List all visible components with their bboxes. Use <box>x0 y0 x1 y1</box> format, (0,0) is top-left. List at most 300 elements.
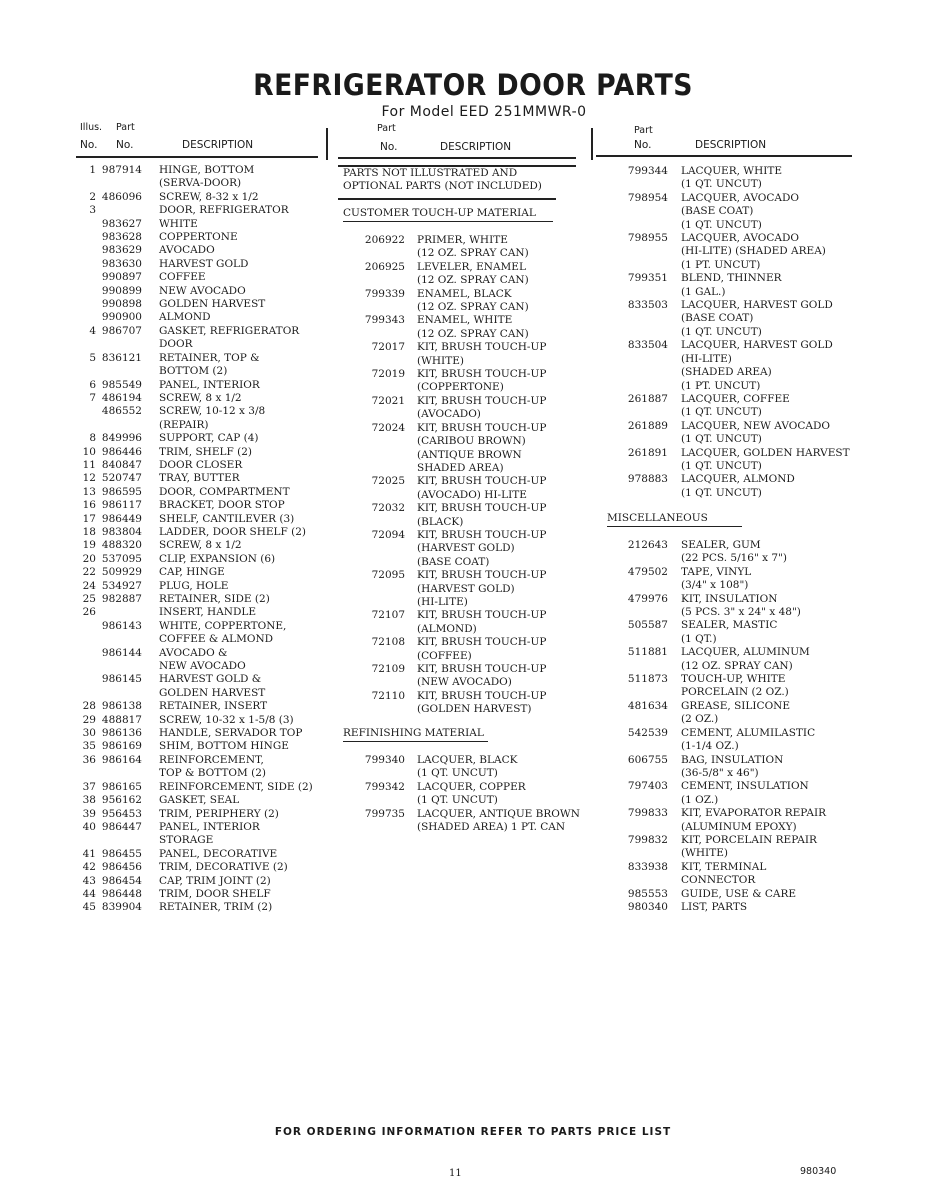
part-number: 799735 <box>364 807 405 820</box>
part-number: 990898 <box>101 298 142 311</box>
header-part-label: Part <box>377 123 396 134</box>
part-number: 799832 <box>627 833 668 846</box>
part-entry <box>595 646 850 673</box>
part-entry <box>330 314 580 341</box>
part-description: CEMENT, INSULATION (1 OZ.) <box>681 780 809 806</box>
part-number: 72021 <box>371 394 405 407</box>
parts-list-misc <box>595 539 850 914</box>
part-entry <box>70 875 320 888</box>
part-description: WHITE <box>159 217 198 230</box>
part-description: RETAINER, INSERT <box>159 700 268 713</box>
part-number: 72108 <box>371 636 405 649</box>
part-number: 511881 <box>627 646 668 659</box>
part-description: CAP, HINGE <box>159 566 225 579</box>
part-description: ALMOND <box>159 311 211 324</box>
part-number: 985549 <box>101 378 142 391</box>
part-entry <box>595 539 850 566</box>
part-description: GASKET, SEAL <box>159 794 240 807</box>
part-description: BAG, INSULATION (36-5/8" x 46") <box>681 753 784 779</box>
part-entry <box>70 647 320 674</box>
illus-number: 41 <box>82 847 96 860</box>
part-entry <box>70 848 320 861</box>
part-number: 537095 <box>101 552 142 565</box>
part-description: KIT, BRUSH TOUCH-UP (BLACK) <box>417 502 547 528</box>
part-number: 799343 <box>364 314 405 327</box>
part-number: 986117 <box>101 499 142 512</box>
header-part-no: No. <box>116 139 134 151</box>
illus-number: 17 <box>82 512 96 525</box>
header-part-label: Part <box>634 125 653 136</box>
part-number: 833503 <box>627 299 668 312</box>
part-entry <box>595 566 850 593</box>
part-entry <box>330 781 580 808</box>
part-description: PANEL, INTERIOR STORAGE <box>159 820 260 847</box>
part-number: 799342 <box>364 780 405 793</box>
part-description: TRIM, SHELF (2) <box>159 445 252 458</box>
part-description: LACQUER, ALMOND (1 QT. UNCUT) <box>681 473 795 499</box>
note-bottom-rule <box>338 198 556 200</box>
part-description: KIT, BRUSH TOUCH-UP (WHITE) <box>417 341 547 367</box>
illus-number: 7 <box>89 391 96 404</box>
page-title: REFRIGERATOR DOOR PARTS <box>253 68 693 102</box>
part-entry <box>70 258 320 271</box>
part-number: 206925 <box>364 260 405 273</box>
part-description: SCREW, 8 x 1/2 <box>159 391 242 404</box>
part-description: KIT, BRUSH TOUCH-UP (ALMOND) <box>417 609 547 635</box>
page-number: 11 <box>449 1168 462 1179</box>
part-entry <box>330 636 580 663</box>
column-divider <box>326 128 328 160</box>
part-entry <box>70 740 320 753</box>
illus-number: 4 <box>89 324 96 337</box>
part-entry <box>70 459 320 472</box>
part-description: AVOCADO & NEW AVOCADO <box>159 646 246 673</box>
part-description: NEW AVOCADO <box>159 284 246 297</box>
part-number: 985553 <box>627 887 668 900</box>
ordering-note: FOR ORDERING INFORMATION REFER TO PARTS PRICE LIST <box>274 1126 672 1138</box>
part-number: 799339 <box>364 287 405 300</box>
part-description: RETAINER, TOP & BOTTOM (2) <box>159 351 260 378</box>
illus-number: 38 <box>82 794 96 807</box>
part-entry <box>70 901 320 914</box>
part-description: KIT, BRUSH TOUCH-UP (HARVEST GOLD) (BASE COAT) <box>417 528 547 568</box>
part-entry <box>330 368 580 395</box>
part-number: 849996 <box>101 432 142 445</box>
part-number: 520747 <box>101 472 142 485</box>
part-description: TRAY, BUTTER <box>159 472 240 485</box>
part-number: 836121 <box>101 351 142 364</box>
part-entry <box>70 325 320 352</box>
part-entry <box>595 393 850 420</box>
part-entry <box>70 861 320 874</box>
part-entry <box>595 232 850 272</box>
part-entry <box>595 339 850 393</box>
illus-number: 40 <box>82 820 96 833</box>
part-number: 72019 <box>371 368 405 381</box>
part-number: 990900 <box>101 311 142 324</box>
part-number: 799344 <box>627 165 668 177</box>
parts-list-lacquers <box>595 165 850 500</box>
part-description: DOOR, COMPARTMENT <box>159 485 290 498</box>
part-description: HARVEST GOLD <box>159 257 249 270</box>
part-entry <box>70 580 320 593</box>
illus-number: 11 <box>82 458 96 471</box>
part-description: HARVEST GOLD & GOLDEN HARVEST <box>159 673 266 699</box>
part-entry <box>70 700 320 713</box>
part-entry <box>330 422 580 476</box>
part-entry <box>595 593 850 620</box>
part-number: 986707 <box>101 324 142 337</box>
part-entry <box>70 432 320 445</box>
part-description: KIT, PORCELAIN REPAIR (WHITE) <box>681 833 817 860</box>
part-entry <box>70 191 320 204</box>
part-entry <box>70 606 320 619</box>
illus-number: 39 <box>82 807 96 820</box>
part-description: KIT, BRUSH TOUCH-UP (COPPERTONE) <box>417 368 547 394</box>
parts-list-touchup <box>330 234 580 717</box>
column-divider <box>591 128 593 160</box>
part-number: 986169 <box>101 740 142 753</box>
part-entry <box>330 754 580 781</box>
part-number: 986136 <box>101 727 142 740</box>
part-entry <box>70 553 320 566</box>
part-number: 982887 <box>101 593 142 605</box>
part-description: KIT, INSULATION (5 PCS. 3" x 24" x 48") <box>681 592 801 619</box>
part-entry <box>330 234 580 261</box>
illus-number: 30 <box>82 727 96 740</box>
part-entry <box>70 271 320 284</box>
part-description: LACQUER, ALUMINUM (12 OZ. SPRAY CAN) <box>681 646 810 672</box>
part-number: 986143 <box>101 619 142 632</box>
part-entry <box>70 513 320 526</box>
illus-number: 22 <box>82 566 96 579</box>
part-entry <box>70 888 320 901</box>
part-description: DOOR CLOSER <box>159 458 243 471</box>
part-description: LIST, PARTS <box>681 900 748 913</box>
part-number: 983629 <box>101 244 142 257</box>
illus-number: 6 <box>89 378 96 391</box>
illus-number: 35 <box>82 740 96 753</box>
part-description: KIT, BRUSH TOUCH-UP (AVOCADO) <box>417 394 547 421</box>
part-description: SEALER, GUM (22 PCS. 5/16" x 7") <box>681 539 787 565</box>
part-entry <box>70 405 320 432</box>
part-entry <box>70 794 320 807</box>
part-number: 983628 <box>101 231 142 244</box>
part-number: 990899 <box>101 284 142 297</box>
part-number: 606755 <box>627 753 668 766</box>
part-entry <box>595 473 850 500</box>
part-entry <box>330 502 580 529</box>
part-description: ENAMEL, WHITE (12 OZ. SPRAY CAN) <box>417 314 529 340</box>
illus-number: 45 <box>82 901 96 914</box>
part-entry <box>70 352 320 379</box>
header-divider <box>338 157 576 159</box>
part-description: RETAINER, TRIM (2) <box>159 901 273 914</box>
part-number: 261887 <box>627 392 668 405</box>
part-number: 72095 <box>371 569 405 582</box>
part-description: TRIM, PERIPHERY (2) <box>159 807 279 820</box>
optional-parts-note: PARTS NOT ILLUSTRATED AND OPTIONAL PARTS (NOT INCLUDED) <box>343 167 542 193</box>
part-number: 72025 <box>371 475 405 488</box>
part-description: GOLDEN HARVEST <box>159 298 266 311</box>
part-entry <box>595 901 850 914</box>
illus-number: 43 <box>82 874 96 887</box>
part-number: 72017 <box>371 341 405 354</box>
part-description: INSERT, HANDLE <box>159 606 257 619</box>
part-number: 840847 <box>101 458 142 471</box>
part-entry <box>595 299 850 339</box>
part-description: CAP, TRIM JOINT (2) <box>159 874 271 887</box>
part-description: LACQUER, HARVEST GOLD (BASE COAT) (1 QT. UNCUT) <box>681 299 833 338</box>
part-number: 986595 <box>101 485 142 498</box>
part-entry <box>70 285 320 298</box>
part-description: LACQUER, COFFEE (1 QT. UNCUT) <box>681 392 790 419</box>
part-number: 978883 <box>627 473 668 486</box>
illus-number: 10 <box>82 445 96 458</box>
part-description: LACQUER, BLACK (1 QT. UNCUT) <box>417 754 518 780</box>
part-entry <box>595 619 850 646</box>
part-description: LACQUER, GOLDEN HARVEST (1 QT. UNCUT) <box>681 446 850 472</box>
part-entry <box>330 395 580 422</box>
part-entry <box>330 475 580 502</box>
part-description: CEMENT, ALUMILASTIC (1-1/4 OZ.) <box>681 726 816 753</box>
part-number: 479976 <box>627 592 668 605</box>
header-description: DESCRIPTION <box>440 141 512 153</box>
part-description: LACQUER, WHITE (1 QT. UNCUT) <box>681 165 783 191</box>
part-number: 72107 <box>371 609 405 622</box>
part-number: 488320 <box>101 539 142 552</box>
illus-number: 26 <box>82 606 96 619</box>
part-description: SHELF, CANTILEVER (3) <box>159 512 295 525</box>
part-description: LACQUER, ANTIQUE BROWN (SHADED AREA) 1 PT. CAN <box>417 807 580 834</box>
part-entry <box>70 231 320 244</box>
part-description: LEVELER, ENAMEL (12 OZ. SPRAY CAN) <box>417 260 529 287</box>
part-number: 799340 <box>364 754 405 766</box>
part-number: 839904 <box>101 901 142 914</box>
part-description: HANDLE, SERVADOR TOP <box>159 727 303 740</box>
part-number: 534927 <box>101 579 142 592</box>
part-entry <box>595 807 850 834</box>
part-description: KIT, TERMINAL CONNECTOR <box>681 860 767 887</box>
part-entry <box>70 526 320 539</box>
part-description: KIT, BRUSH TOUCH-UP (NEW AVOCADO) <box>417 663 547 689</box>
part-entry <box>70 472 320 485</box>
part-number: 72024 <box>371 421 405 434</box>
part-entry <box>70 379 320 392</box>
illus-number: 13 <box>82 485 96 498</box>
part-number: 986447 <box>101 820 142 833</box>
part-entry <box>595 888 850 901</box>
part-entry <box>330 529 580 569</box>
part-description: TOUCH-UP, WHITE PORCELAIN (2 OZ.) <box>681 673 789 699</box>
header-illus-label: Illus. <box>80 122 103 133</box>
part-description: PLUG, HOLE <box>159 579 229 592</box>
part-entry <box>70 164 320 191</box>
part-number: 212643 <box>627 539 668 551</box>
header-description: DESCRIPTION <box>695 139 767 151</box>
part-entry <box>70 781 320 794</box>
part-description: COFFEE <box>159 271 206 284</box>
part-entry <box>330 288 580 315</box>
illus-number: 36 <box>82 753 96 766</box>
part-number: 797403 <box>627 780 668 793</box>
part-number: 986144 <box>101 646 142 659</box>
part-description: WHITE, COPPERTONE, COFFEE & ALMOND <box>159 619 287 646</box>
part-description: TAPE, VINYL (3/4" x 108") <box>681 565 752 592</box>
header-part-no: No. <box>380 141 398 153</box>
illus-number: 24 <box>82 579 96 592</box>
part-description: LACQUER, NEW AVOCADO (1 QT. UNCUT) <box>681 419 830 446</box>
part-number: 986454 <box>101 874 142 887</box>
illus-number: 28 <box>82 700 96 713</box>
part-number: 72109 <box>371 663 405 675</box>
part-description: TRIM, DOOR SHELF <box>159 887 271 900</box>
part-number: 986446 <box>101 445 142 458</box>
part-description: LADDER, DOOR SHELF (2) <box>159 525 306 538</box>
header-divider <box>596 155 852 157</box>
part-description: KIT, BRUSH TOUCH-UP (AVOCADO) HI-LITE <box>417 475 547 501</box>
part-entry <box>70 593 320 606</box>
header-part-label: Part <box>116 122 135 133</box>
part-entry <box>70 298 320 311</box>
part-number: 986448 <box>101 887 142 900</box>
part-description: DOOR, REFRIGERATOR <box>159 204 289 217</box>
part-entry <box>330 808 580 835</box>
part-number: 488817 <box>101 713 142 726</box>
part-description: PANEL, DECORATIVE <box>159 847 278 860</box>
part-description: GUIDE, USE & CARE <box>681 887 797 900</box>
illus-number: 29 <box>82 713 96 726</box>
part-entry <box>595 780 850 807</box>
part-entry <box>70 673 320 700</box>
part-number: 986449 <box>101 512 142 525</box>
part-entry <box>70 244 320 257</box>
part-description: BLEND, THINNER (1 GAL.) <box>681 272 782 298</box>
section-title-misc: MISCELLANEOUS <box>607 512 742 527</box>
part-entry <box>70 754 320 781</box>
illus-number: 12 <box>82 472 96 485</box>
part-entry <box>70 714 320 727</box>
part-number: 983804 <box>101 525 142 538</box>
part-entry <box>595 673 850 700</box>
part-entry <box>330 690 580 717</box>
part-description: HINGE, BOTTOM (SERVA-DOOR) <box>159 164 255 190</box>
part-entry <box>70 821 320 848</box>
part-entry <box>70 311 320 324</box>
part-number: 798954 <box>627 191 668 204</box>
part-number: 509929 <box>101 566 142 579</box>
model-subtitle: For Model EED 251MMWR-0 <box>381 104 587 120</box>
part-description: KIT, EVAPORATOR REPAIR (ALUMINUM EPOXY) <box>681 807 826 833</box>
part-number: 986455 <box>101 847 142 860</box>
part-number: 505587 <box>627 619 668 632</box>
part-number: 986456 <box>101 861 142 874</box>
part-description: GREASE, SILICONE (2 OZ.) <box>681 699 791 726</box>
part-description: LACQUER, COPPER (1 QT. UNCUT) <box>417 780 526 807</box>
part-description: SUPPORT, CAP (4) <box>159 432 259 445</box>
part-entry <box>70 392 320 405</box>
illus-number: 8 <box>89 432 96 445</box>
part-entry <box>595 727 850 754</box>
part-entry <box>70 727 320 740</box>
part-number: 486194 <box>101 391 142 404</box>
header-part-no: No. <box>634 139 652 151</box>
part-number: 956162 <box>101 794 142 807</box>
part-number: 986138 <box>101 700 142 713</box>
illus-number: 3 <box>89 204 96 217</box>
part-number: 486552 <box>101 405 142 418</box>
part-entry <box>330 341 580 368</box>
part-description: PRIMER, WHITE (12 OZ. SPRAY CAN) <box>417 234 529 260</box>
part-entry <box>70 620 320 647</box>
part-number: 986164 <box>101 753 142 766</box>
part-description: REINFORCEMENT, SIDE (2) <box>159 780 313 793</box>
part-number: 799833 <box>627 807 668 820</box>
part-description: COPPERTONE <box>159 231 238 244</box>
part-description: REINFORCEMENT, TOP & BOTTOM (2) <box>159 753 266 780</box>
illus-number: 1 <box>89 164 96 176</box>
part-number: 983630 <box>101 257 142 270</box>
part-entry <box>70 204 320 217</box>
part-number: 511873 <box>627 673 668 686</box>
parts-list-illustrated <box>70 164 320 915</box>
part-entry <box>70 808 320 821</box>
part-entry <box>595 861 850 888</box>
part-number: 833504 <box>627 339 668 352</box>
part-number: 983627 <box>101 217 142 230</box>
illus-number: 16 <box>82 499 96 512</box>
section-title-touchup: CUSTOMER TOUCH-UP MATERIAL <box>343 207 553 222</box>
part-entry <box>595 834 850 861</box>
part-description: PANEL, INTERIOR <box>159 378 260 391</box>
illus-number: 37 <box>82 780 96 793</box>
part-description: SCREW, 8-32 x 1/2 <box>159 190 259 203</box>
part-entry <box>330 663 580 690</box>
illus-number: 20 <box>82 552 96 565</box>
parts-list-refinishing <box>330 754 580 834</box>
part-description: KIT, BRUSH TOUCH-UP (HARVEST GOLD) (HI-LITE) <box>417 569 547 608</box>
part-entry <box>595 700 850 727</box>
illus-number: 5 <box>89 351 96 364</box>
part-number: 980340 <box>627 900 668 913</box>
part-number: 72094 <box>371 528 405 541</box>
part-description: SHIM, BOTTOM HINGE <box>159 740 289 753</box>
illus-number: 2 <box>89 190 96 203</box>
part-number: 799351 <box>627 272 668 285</box>
part-description: BRACKET, DOOR STOP <box>159 499 285 512</box>
part-description: ENAMEL, BLACK (12 OZ. SPRAY CAN) <box>417 287 529 314</box>
part-description: AVOCADO <box>159 244 215 257</box>
part-description: KIT, BRUSH TOUCH-UP (CARIBOU BROWN) (ANTIQUE BROWN SHADED AREA) <box>417 421 547 474</box>
illus-number: 44 <box>82 887 96 900</box>
part-entry <box>70 566 320 579</box>
part-number: 798955 <box>627 232 668 245</box>
part-description: LACQUER, AVOCADO (BASE COAT) (1 QT. UNCUT) <box>681 191 800 231</box>
part-description: SCREW, 10-12 x 3/8 (REPAIR) <box>159 405 266 431</box>
part-description: TRIM, DECORATIVE (2) <box>159 861 288 874</box>
part-entry <box>70 446 320 459</box>
part-description: KIT, BRUSH TOUCH-UP (GOLDEN HARVEST) <box>417 689 547 716</box>
part-number: 956453 <box>101 807 142 820</box>
part-entry <box>70 539 320 552</box>
part-description: LACQUER, HARVEST GOLD (HI-LITE) (SHADED AREA) (1 PT. UNCUT) <box>681 339 833 392</box>
part-number: 72032 <box>371 502 405 515</box>
part-entry <box>330 569 580 609</box>
part-number: 542539 <box>627 726 668 739</box>
part-number: 986145 <box>101 673 142 686</box>
part-entry <box>70 486 320 499</box>
part-description: SCREW, 8 x 1/2 <box>159 539 242 552</box>
